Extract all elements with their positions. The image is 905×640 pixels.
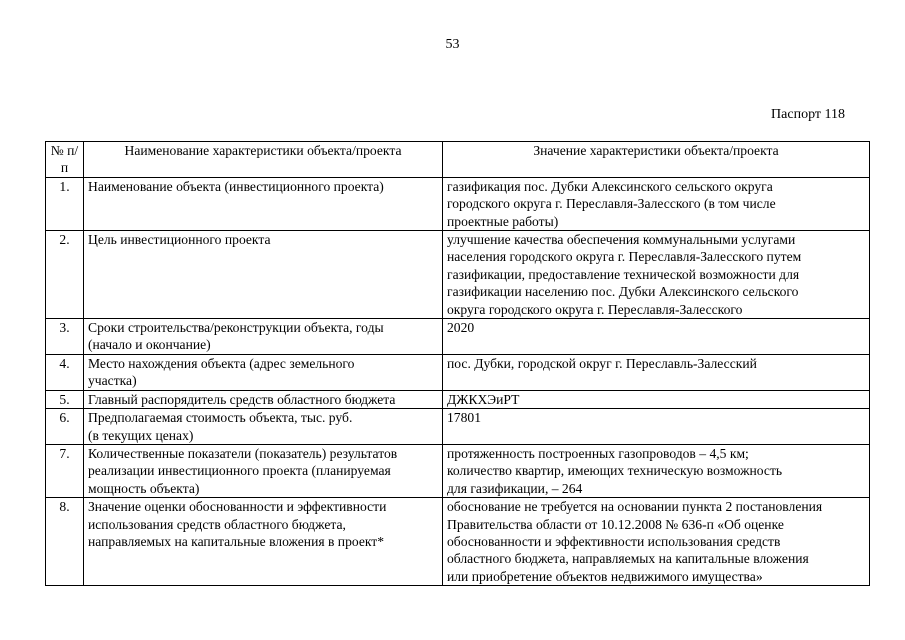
row-value-line: для газификации, – 264 [447, 480, 583, 496]
row-value-line: 2020 [447, 320, 475, 336]
row-name-line: участка) [88, 373, 137, 389]
row-number: 3. [46, 319, 84, 355]
passport-label: Паспорт 118 [771, 107, 845, 122]
row-name-line: Количественные показатели (показатель) результатов [88, 445, 398, 461]
row-value-line: газификации, предоставление технической возможности для [447, 266, 800, 282]
row-name-cell [84, 390, 443, 408]
row-name-line: Сроки строительства/реконструкции объекта, годы [88, 320, 384, 336]
table-row [46, 319, 870, 355]
row-value-line: или приобретение объектов недвижимого имущества» [447, 568, 763, 584]
row-value-line: ДЖКХЭиРТ [447, 391, 520, 407]
row-name-line: использования средств областного бюджета, [88, 516, 346, 532]
row-value-line: 17801 [447, 410, 481, 426]
row-name-line: Место нахождения объекта (адрес земельного [88, 355, 355, 371]
row-value-line: проектные работы) [447, 213, 559, 229]
table-header-row [46, 142, 870, 178]
row-name-cell [84, 319, 443, 355]
row-number: 1. [46, 177, 84, 230]
row-value-cell [443, 444, 870, 497]
row-value-line: обоснованности и эффективности использования средств [447, 533, 781, 549]
row-value-line: газификация пос. Дубки Алексинского сельского округа [447, 178, 773, 194]
row-value-cell [443, 498, 870, 586]
row-name-cell [84, 354, 443, 390]
row-name-line: Значение оценки обоснованности и эффективности [88, 499, 387, 515]
row-number: 8. [46, 498, 84, 586]
table-row [46, 177, 870, 230]
row-name-cell [84, 231, 443, 319]
row-value-line: обоснование не требуется на основании пункта 2 постановления [447, 499, 823, 515]
row-name-line: направляемых на капитальные вложения в проект* [88, 533, 385, 549]
row-value-line: улучшение качества обеспечения коммунальными услугами [447, 232, 796, 248]
header-num-line: п/п [60, 143, 79, 176]
row-value-line: протяженность построенных газопроводов – 4,5 км; [447, 445, 749, 461]
row-name-line: Наименование объекта (инвестиционного проекта) [88, 178, 384, 194]
row-value-line: городского округа г. Переславля-Залесского (в том числе [447, 196, 776, 212]
header-num [46, 142, 84, 178]
row-name-cell [84, 444, 443, 497]
row-value-line: областного бюджета, направляемых на капитальные вложения [447, 551, 809, 567]
row-value-cell [443, 354, 870, 390]
passport-table [45, 141, 870, 586]
row-value-cell [443, 231, 870, 319]
table-body [46, 177, 870, 585]
table-row [46, 444, 870, 497]
row-value-line: газификации населению пос. Дубки Алексинского сельского [447, 284, 799, 300]
page-number: 53 [445, 37, 460, 52]
header-name: Наименование характеристики объекта/проекта [84, 142, 443, 178]
row-name-line: Главный распорядитель средств областного бюджета [88, 391, 396, 407]
row-value-line: пос. Дубки, городской округ г. Переславль-Залесский [447, 355, 757, 371]
row-value-cell [443, 390, 870, 408]
row-number: 7. [46, 444, 84, 497]
row-value-line: населения городского округа г. Переславля-Залесского путем [447, 249, 802, 265]
row-name-line: мощность объекта) [88, 480, 200, 496]
row-value-cell [443, 409, 870, 445]
table-row [46, 390, 870, 408]
row-value-cell [443, 319, 870, 355]
row-number: 5. [46, 390, 84, 408]
header-num-line: № [50, 143, 64, 158]
row-name-line: (начало и окончание) [88, 337, 211, 353]
table-row [46, 409, 870, 445]
row-value-cell [443, 177, 870, 230]
row-name-line: Предполагаемая стоимость объекта, тыс. руб. [88, 410, 353, 426]
row-name-cell [84, 177, 443, 230]
row-name-cell [84, 409, 443, 445]
row-value-line: Правительства области от 10.12.2008 № 636-п «Об оценке [447, 516, 784, 532]
row-name-line: (в текущих ценах) [88, 427, 194, 443]
row-number: 4. [46, 354, 84, 390]
table-row [46, 498, 870, 586]
header-value: Значение характеристики объекта/проекта [443, 142, 870, 178]
row-name-cell [84, 498, 443, 586]
table-row [46, 231, 870, 319]
row-number: 2. [46, 231, 84, 319]
row-number: 6. [46, 409, 84, 445]
row-name-line: реализации инвестиционного проекта (планируемая [88, 463, 391, 479]
row-name-line: Цель инвестиционного проекта [88, 232, 271, 248]
row-value-line: количество квартир, имеющих техническую возможность [447, 463, 783, 479]
row-value-line: округа городского округа г. Переславля-Залесского [447, 301, 743, 317]
table-row [46, 354, 870, 390]
